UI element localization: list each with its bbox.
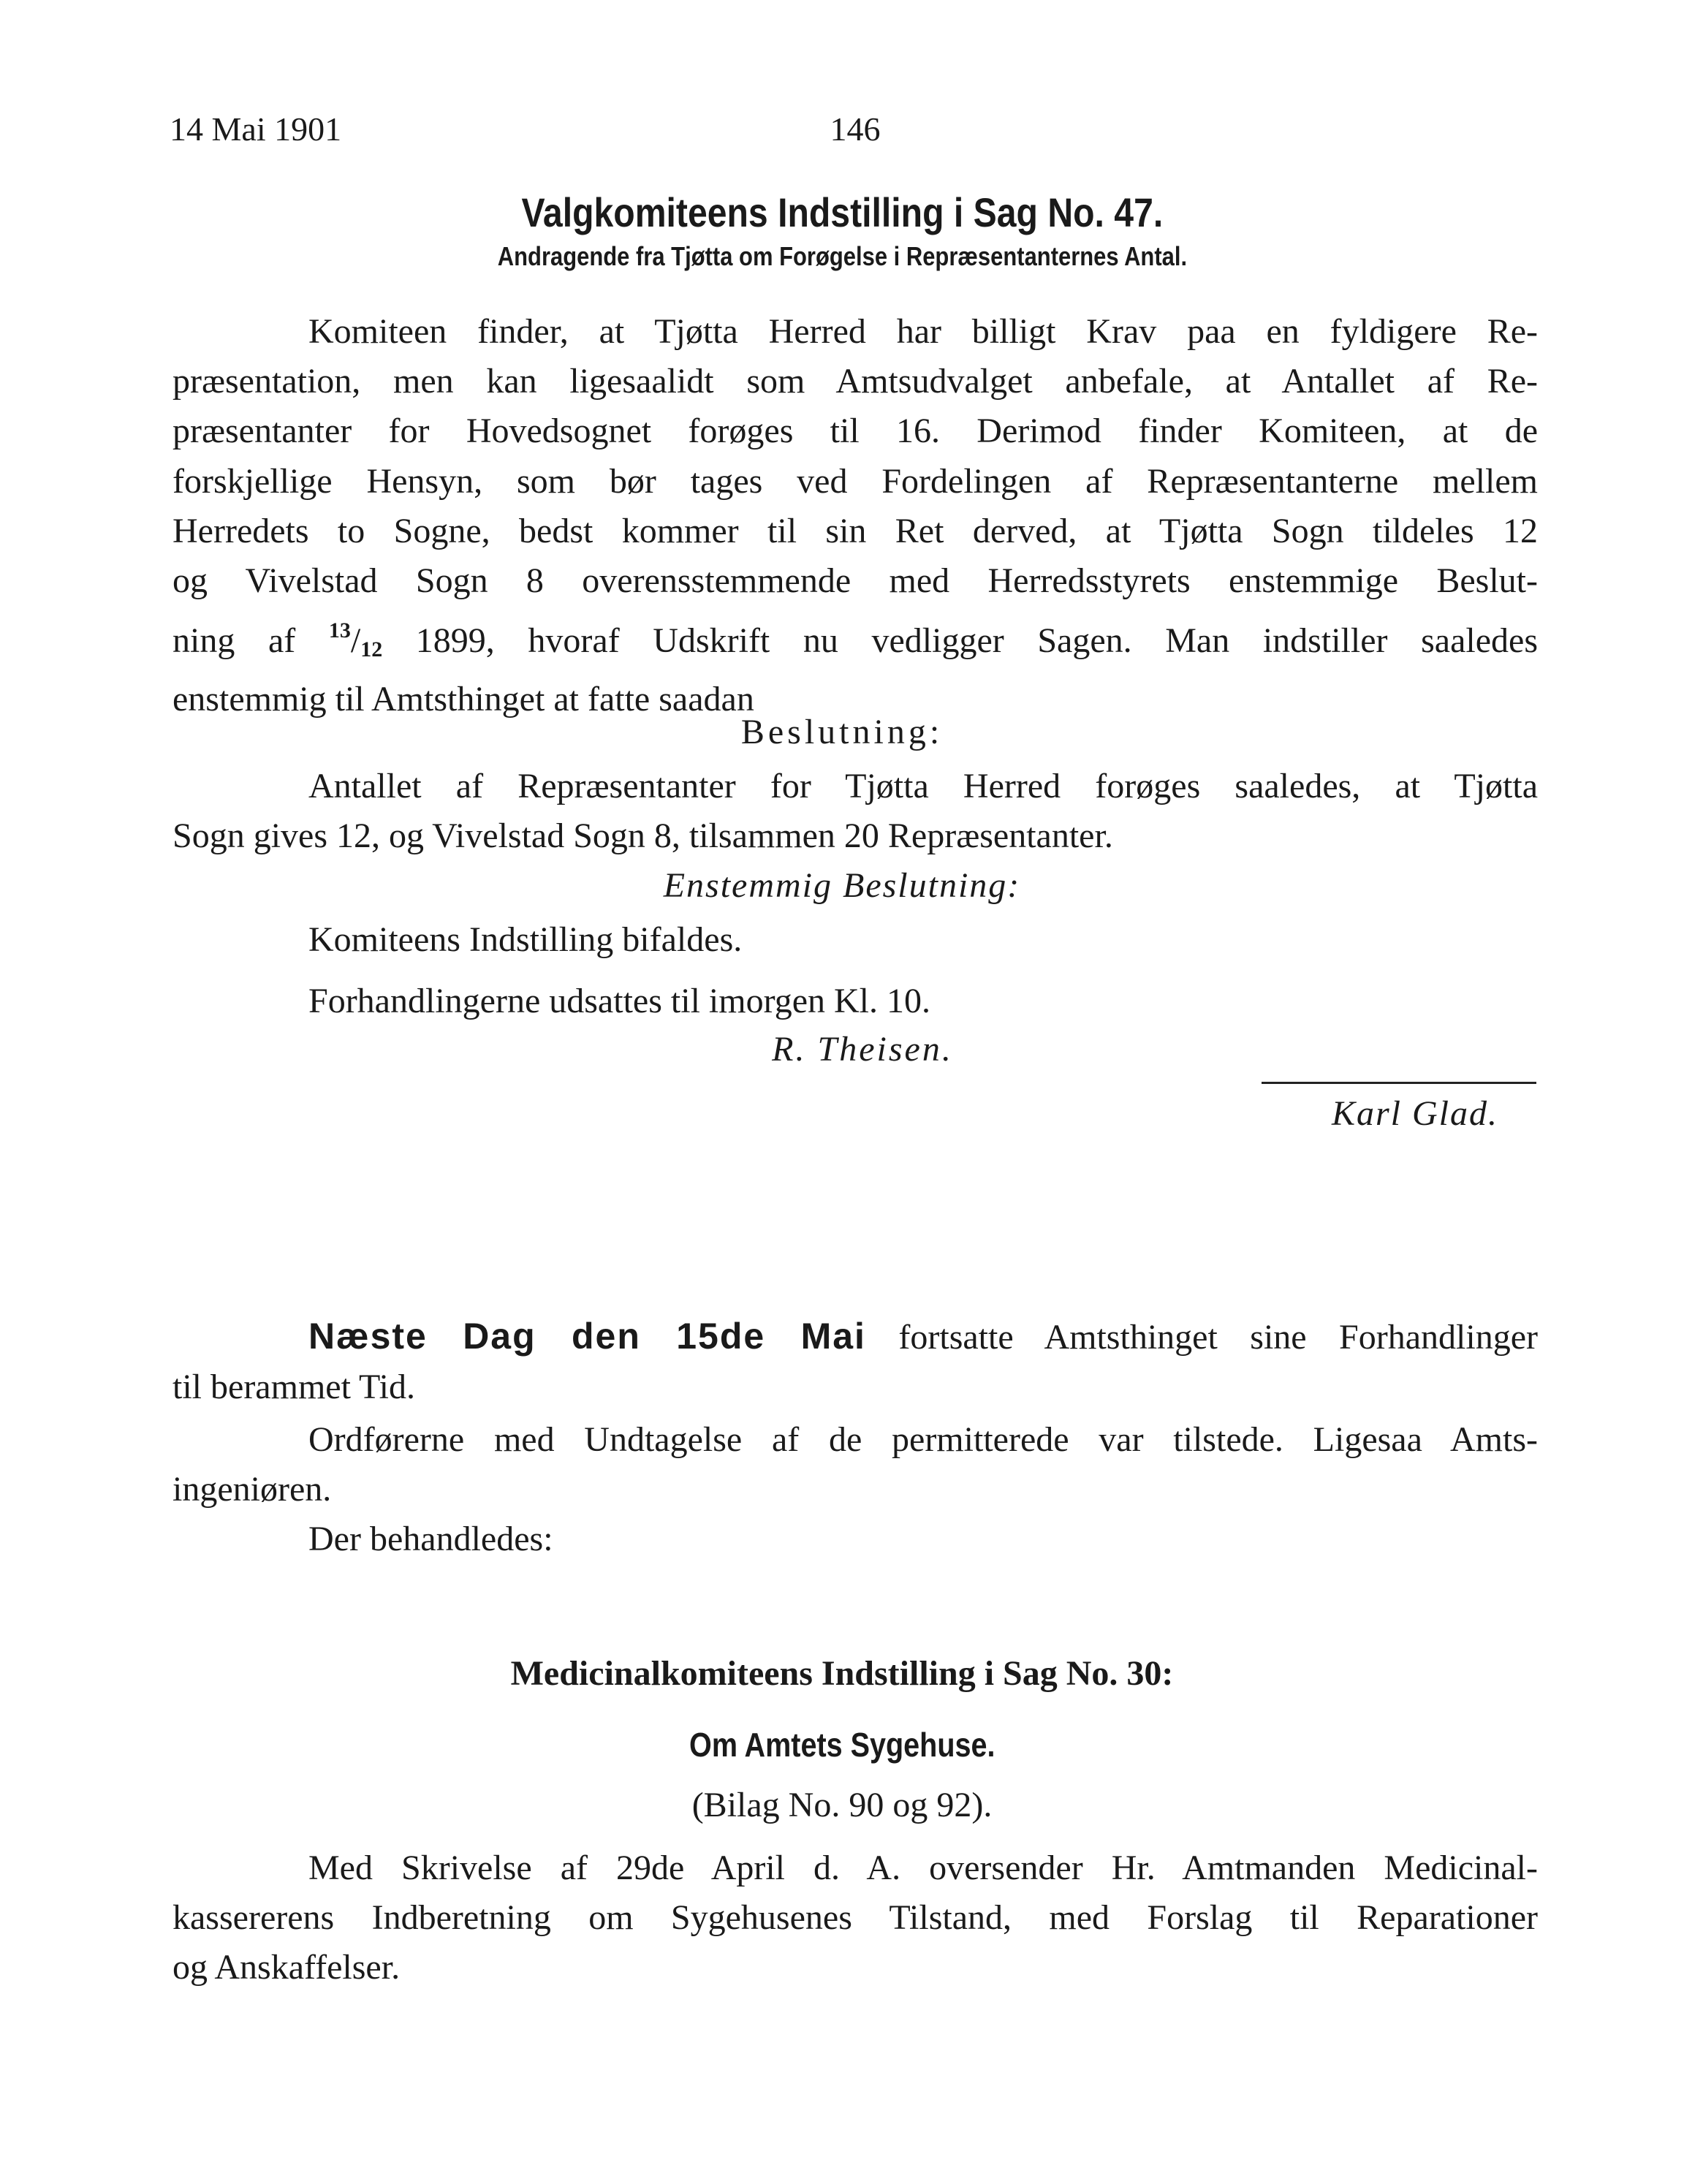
paragraph-line: Antallet af Repræsentanter for Tjøtta Herred forøges saaledes, at Tjøtta	[308, 767, 1538, 805]
paragraph-line: til berammet Tid.	[172, 1368, 416, 1407]
section-subtitle-sag-30: Om Amtets Sygehuse.	[689, 1726, 995, 1764]
naeste-dag-lead: Næste Dag den 15de Mai	[308, 1316, 866, 1357]
paragraph-line: og Anskaffelser.	[172, 1948, 401, 1987]
paragraph-line: Komiteens Indstilling bifaldes.	[308, 920, 743, 959]
signature-theisen: R. Theisen.	[772, 1030, 953, 1069]
signature-rule	[1262, 1082, 1536, 1084]
page-date: 14 Mai 1901	[170, 110, 342, 148]
enstemmig-heading: Enstemmig Beslutning:	[663, 866, 1021, 905]
paragraph-naeste-dag	[172, 1311, 1538, 1412]
beslutning-heading: Beslutning:	[740, 713, 944, 751]
paragraph-line: og Vivelstad Sogn 8 overensstemmende med Herredsstyrets enstemmige Beslut-	[172, 561, 1538, 601]
paragraph-line: ingeniøren.	[172, 1470, 332, 1509]
paragraph-beslutning	[172, 762, 1538, 861]
section-title-sag-47: Valgkomiteens Indstilling i Sag No. 47.	[521, 189, 1163, 235]
paragraph-skrivelse	[172, 1843, 1538, 1993]
paragraph-line: enstemmig til Amtsthinget at fatte saadan	[172, 680, 754, 719]
paragraph-line: Komiteen finder, at Tjøtta Herred har billigt Krav paa en fyldigere Re-	[308, 312, 1538, 351]
paragraph-line: præsentation, men kan ligesaalidt som Amtsudvalget anbefale, at Antallet af Re-	[172, 362, 1538, 401]
section-title-sag-30: Medicinalkomiteens Indstilling i Sag No. 30:	[510, 1654, 1174, 1693]
bilag-reference: (Bilag No. 90 og 92).	[691, 1786, 993, 1824]
paragraph-line: Herredets to Sogne, bedst kommer til sin Ret derved, at Tjøtta Sogn tildeles 12	[172, 511, 1538, 550]
paragraph-line: kassererens Indberetning om Sygehusenes Tilstand, med Forslag til Reparationer	[172, 1898, 1538, 1938]
paragraph-behandledes	[172, 1514, 1538, 1564]
paragraph-line: Næste Dag den 15de Mai fortsatte Amtsthinget sine Forhandlinger	[308, 1316, 1538, 1357]
paragraph-line: præsentanter for Hovedsognet forøges til 16. Derimod finder Komiteen, at de	[172, 412, 1538, 451]
page-number: 146	[830, 110, 881, 148]
paragraph-line: Der behandledes:	[308, 1520, 553, 1558]
paragraph-line: Med Skrivelse af 29de April d. A. oversender Hr. Amtmanden Medicinal-	[308, 1849, 1538, 1887]
fraction-numerator: 13	[328, 618, 351, 643]
paragraph-line: forskjellige Hensyn, som bør tages ved Fordelingen af Repræsentanterne mellem	[172, 461, 1538, 501]
paragraph-line: Ordførerne med Undtagelse af de permitterede var tilstede. Ligesaa Amts-	[308, 1420, 1538, 1459]
paragraph-line-fraction: ning af $^{13}/_{12}$ 1899, hvoraf Udskrift nu vedligger Sagen. Man indstiller saaledes	[172, 618, 1539, 662]
paragraph-komiteen	[172, 307, 1538, 725]
section-subtitle-sag-47: Andragende fra Tjøtta om Forøgelse i Repræsentanternes Antal.	[497, 241, 1187, 271]
paragraph-udsattes	[172, 977, 1538, 1026]
paragraph-ordforerne	[172, 1415, 1538, 1514]
paragraph-line: Sogn gives 12, og Vivelstad Sogn 8, tilsammen 20 Repræsentanter.	[172, 816, 1113, 856]
paragraph-bifaldes	[172, 915, 1538, 965]
paragraph-line: Forhandlingerne udsattes til imorgen Kl. 10.	[308, 982, 930, 1020]
fraction-denominator: 12	[360, 637, 383, 662]
signature-glad: Karl Glad.	[1331, 1094, 1498, 1133]
